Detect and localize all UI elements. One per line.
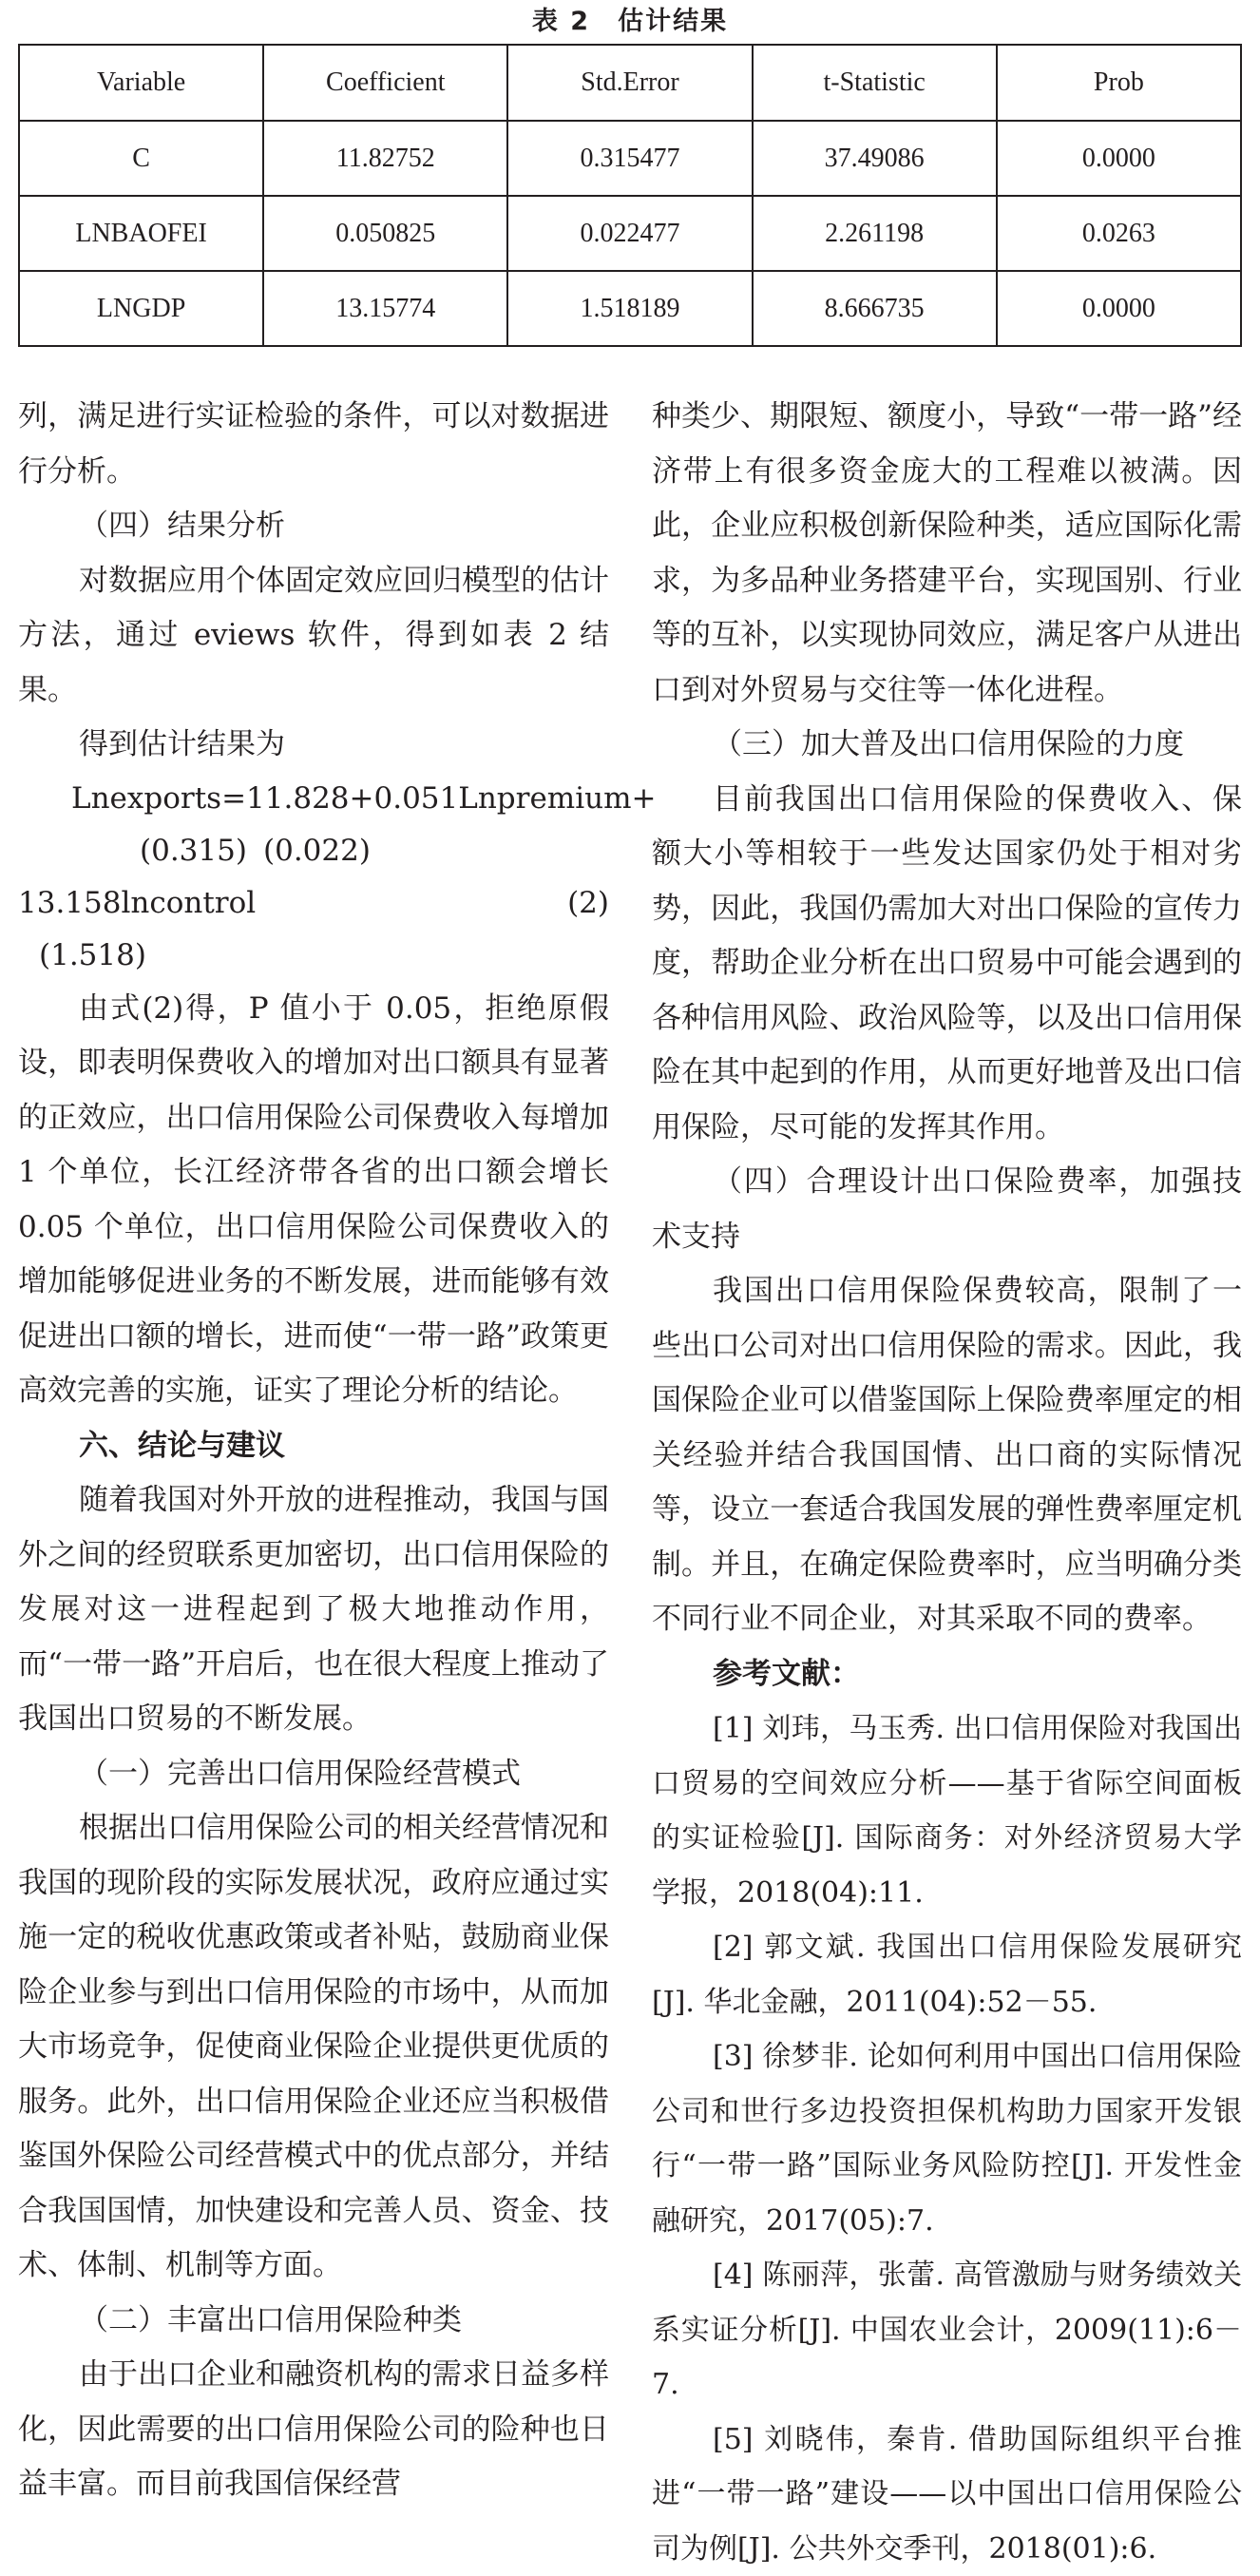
table-cell: 2.261198 xyxy=(753,196,997,271)
header-cell: Variable xyxy=(19,45,263,121)
reference-item: [3] 徐梦非. 论如何利用中国出口信用保险公司和世行多边投资担保机构助力国家开发银行“一带一路”国际业务风险防控[J]. 开发性金融研究，2017(05):7. xyxy=(652,2029,1242,2248)
equation-standard-errors xyxy=(18,930,609,982)
section-heading: （一）完善出口信用保险经营模式 xyxy=(18,1747,609,1802)
paragraph: 根据出口信用保险公司的相关经营情况和我国的现阶段的实际发展状况，政府应通过实施一定的税收优惠政策或者补贴，鼓励商业保险企业参与到出口信用保险的市场中，从而加大市场竞争，促使商业保险企业提供更优质的服务。此外，出口信用保险企业还应当积极借鉴国外保险公司经营模式中的优点部分，并结合我国国情，加快建设和完善人员、资金、技术、体制、机制等方面。 xyxy=(18,1801,609,2294)
results-table xyxy=(18,44,1242,347)
table-cell: LNBAOFEI xyxy=(19,196,263,271)
equation-text: Lnexports=11.828+0.051Lnpremium+ xyxy=(71,773,656,825)
table-row xyxy=(19,121,1241,196)
header-cell: Coefficient xyxy=(263,45,507,121)
header-cell: Prob xyxy=(997,45,1241,121)
paragraph: 由式(2)得，P 值小于 0.05，拒绝原假设，即表明保费收入的增加对出口额具有显著的正效应，出口信用保险公司保费收入每增加 1 个单位，长江经济带各省的出口额会增长 0.05 个单位，出口信用保险公司保费收入的增加能够促进业务的不断发展，进而能够有效促进出口额的增长，进而使“一带一路”政策更高效完善的实施，证实了理论分析的结论。 xyxy=(18,982,609,1419)
header-cell: t-Statistic xyxy=(753,45,997,121)
paragraph: 列，满足进行实证检验的条件，可以对数据进行分析。 xyxy=(18,390,609,499)
right-column xyxy=(652,390,1242,2538)
equation-line xyxy=(18,877,609,930)
table-cell: C xyxy=(19,121,263,196)
reference-item: [5] 刘晓伟，秦肯. 借助国际组织平台推进“一带一路”建设——以中国出口信用保险公司为例[J]. 公共外交季刊，2018(01):6. xyxy=(652,2413,1242,2576)
equation-text: 13.158lncontrol xyxy=(18,877,256,930)
equation-se: (1.518) xyxy=(39,930,146,982)
table-cell: 11.82752 xyxy=(263,121,507,196)
reference-item: [2] 郭文斌. 我国出口信用保险发展研究[J]. 华北金融，2011(04):52－55. xyxy=(652,1920,1242,2029)
section-heading: （四）合理设计出口保险费率，加强技术支持 xyxy=(652,1155,1242,1264)
table-cell: 0.0000 xyxy=(997,121,1241,196)
table-caption: 表 2 估计结果 xyxy=(0,6,1260,38)
table-cell: 1.518189 xyxy=(507,271,752,346)
section-heading: （四）结果分析 xyxy=(18,499,609,554)
equation-number: (2) xyxy=(567,877,609,930)
table-header-row xyxy=(19,45,1241,121)
reference-item: [1] 刘玮，马玉秀. 出口信用保险对我国出口贸易的空间效应分析——基于省际空间面板的实证检验[J]. 国际商务：对外经济贸易大学学报，2018(04):11. xyxy=(652,1701,1242,1920)
paragraph: 得到估计结果为 xyxy=(18,718,609,773)
references-title: 参考文献： xyxy=(713,1647,1242,1702)
table-cell: 37.49086 xyxy=(753,121,997,196)
table-cell: 0.0263 xyxy=(997,196,1241,271)
table-cell: 0.0000 xyxy=(997,271,1241,346)
table-row xyxy=(19,271,1241,346)
table-cell: 8.666735 xyxy=(753,271,997,346)
table-row xyxy=(19,196,1241,271)
table-cell: 0.050825 xyxy=(263,196,507,271)
table-cell: 0.315477 xyxy=(507,121,752,196)
left-column xyxy=(18,390,609,2538)
header-cell: Std.Error xyxy=(507,45,752,121)
section-heading: （三）加大普及出口信用保险的力度 xyxy=(652,718,1242,773)
table-cell: 0.022477 xyxy=(507,196,752,271)
equation-standard-errors xyxy=(18,825,609,877)
paragraph: 随着我国对外开放的进程推动，我国与国外之间的经贸联系更加密切，出口信用保险的发展对这一进程起到了极大地推动作用，而“一带一路”开启后，也在很大程度上推动了我国出口贸易的不断发展。 xyxy=(18,1473,609,1747)
paragraph: 种类少、期限短、额度小，导致“一带一路”经济带上有很多资金庞大的工程难以被满。因此，企业应积极创新保险种类，适应国际化需求，为多品种业务搭建平台，实现国别、行业等的互补，以实现协同效应，满足客户从进出口到对外贸易与交往等一体化进程。 xyxy=(652,390,1242,718)
table-cell: LNGDP xyxy=(19,271,263,346)
reference-item: [4] 陈丽萍，张蕾. 高管激励与财务绩效关系实证分析[J]. 中国农业会计，2009(11):6－7. xyxy=(652,2248,1242,2413)
section-heading: 六、结论与建议 xyxy=(18,1419,609,1474)
section-heading: （二）丰富出口信用保险种类 xyxy=(18,2294,609,2349)
table-cell: 13.15774 xyxy=(263,271,507,346)
equation-line xyxy=(18,773,609,825)
paragraph: 目前我国出口信用保险的保费收入、保额大小等相较于一些发达国家仍处于相对劣势，因此，我国仍需加大对出口保险的宣传力度，帮助企业分析在出口贸易中可能会遇到的各种信用风险、政治风险等，以及出口信用保险在其中起到的作用，从而更好地普及出口信用保险，尽可能的发挥其作用。 xyxy=(652,773,1242,1156)
equation-se: (0.022) xyxy=(263,825,371,877)
equation-se: (0.315) xyxy=(140,825,247,877)
paragraph: 由于出口企业和融资机构的需求日益多样化，因此需要的出口信用保险公司的险种也日益丰富。而目前我国信保经营 xyxy=(18,2348,609,2512)
paragraph: 我国出口信用保险保费较高，限制了一些出口公司对出口信用保险的需求。因此，我国保险企业可以借鉴国际上保险费率厘定的相关经验并结合我国国情、出口商的实际情况等，设立一套适合我国发展的弹性费率厘定机制。并且，在确定保险费率时，应当明确分类不同行业不同企业，对其采取不同的费率。 xyxy=(652,1264,1242,1647)
paragraph: 对数据应用个体固定效应回归模型的估计方法，通过 eviews 软件，得到如表 2 结果。 xyxy=(18,554,609,719)
